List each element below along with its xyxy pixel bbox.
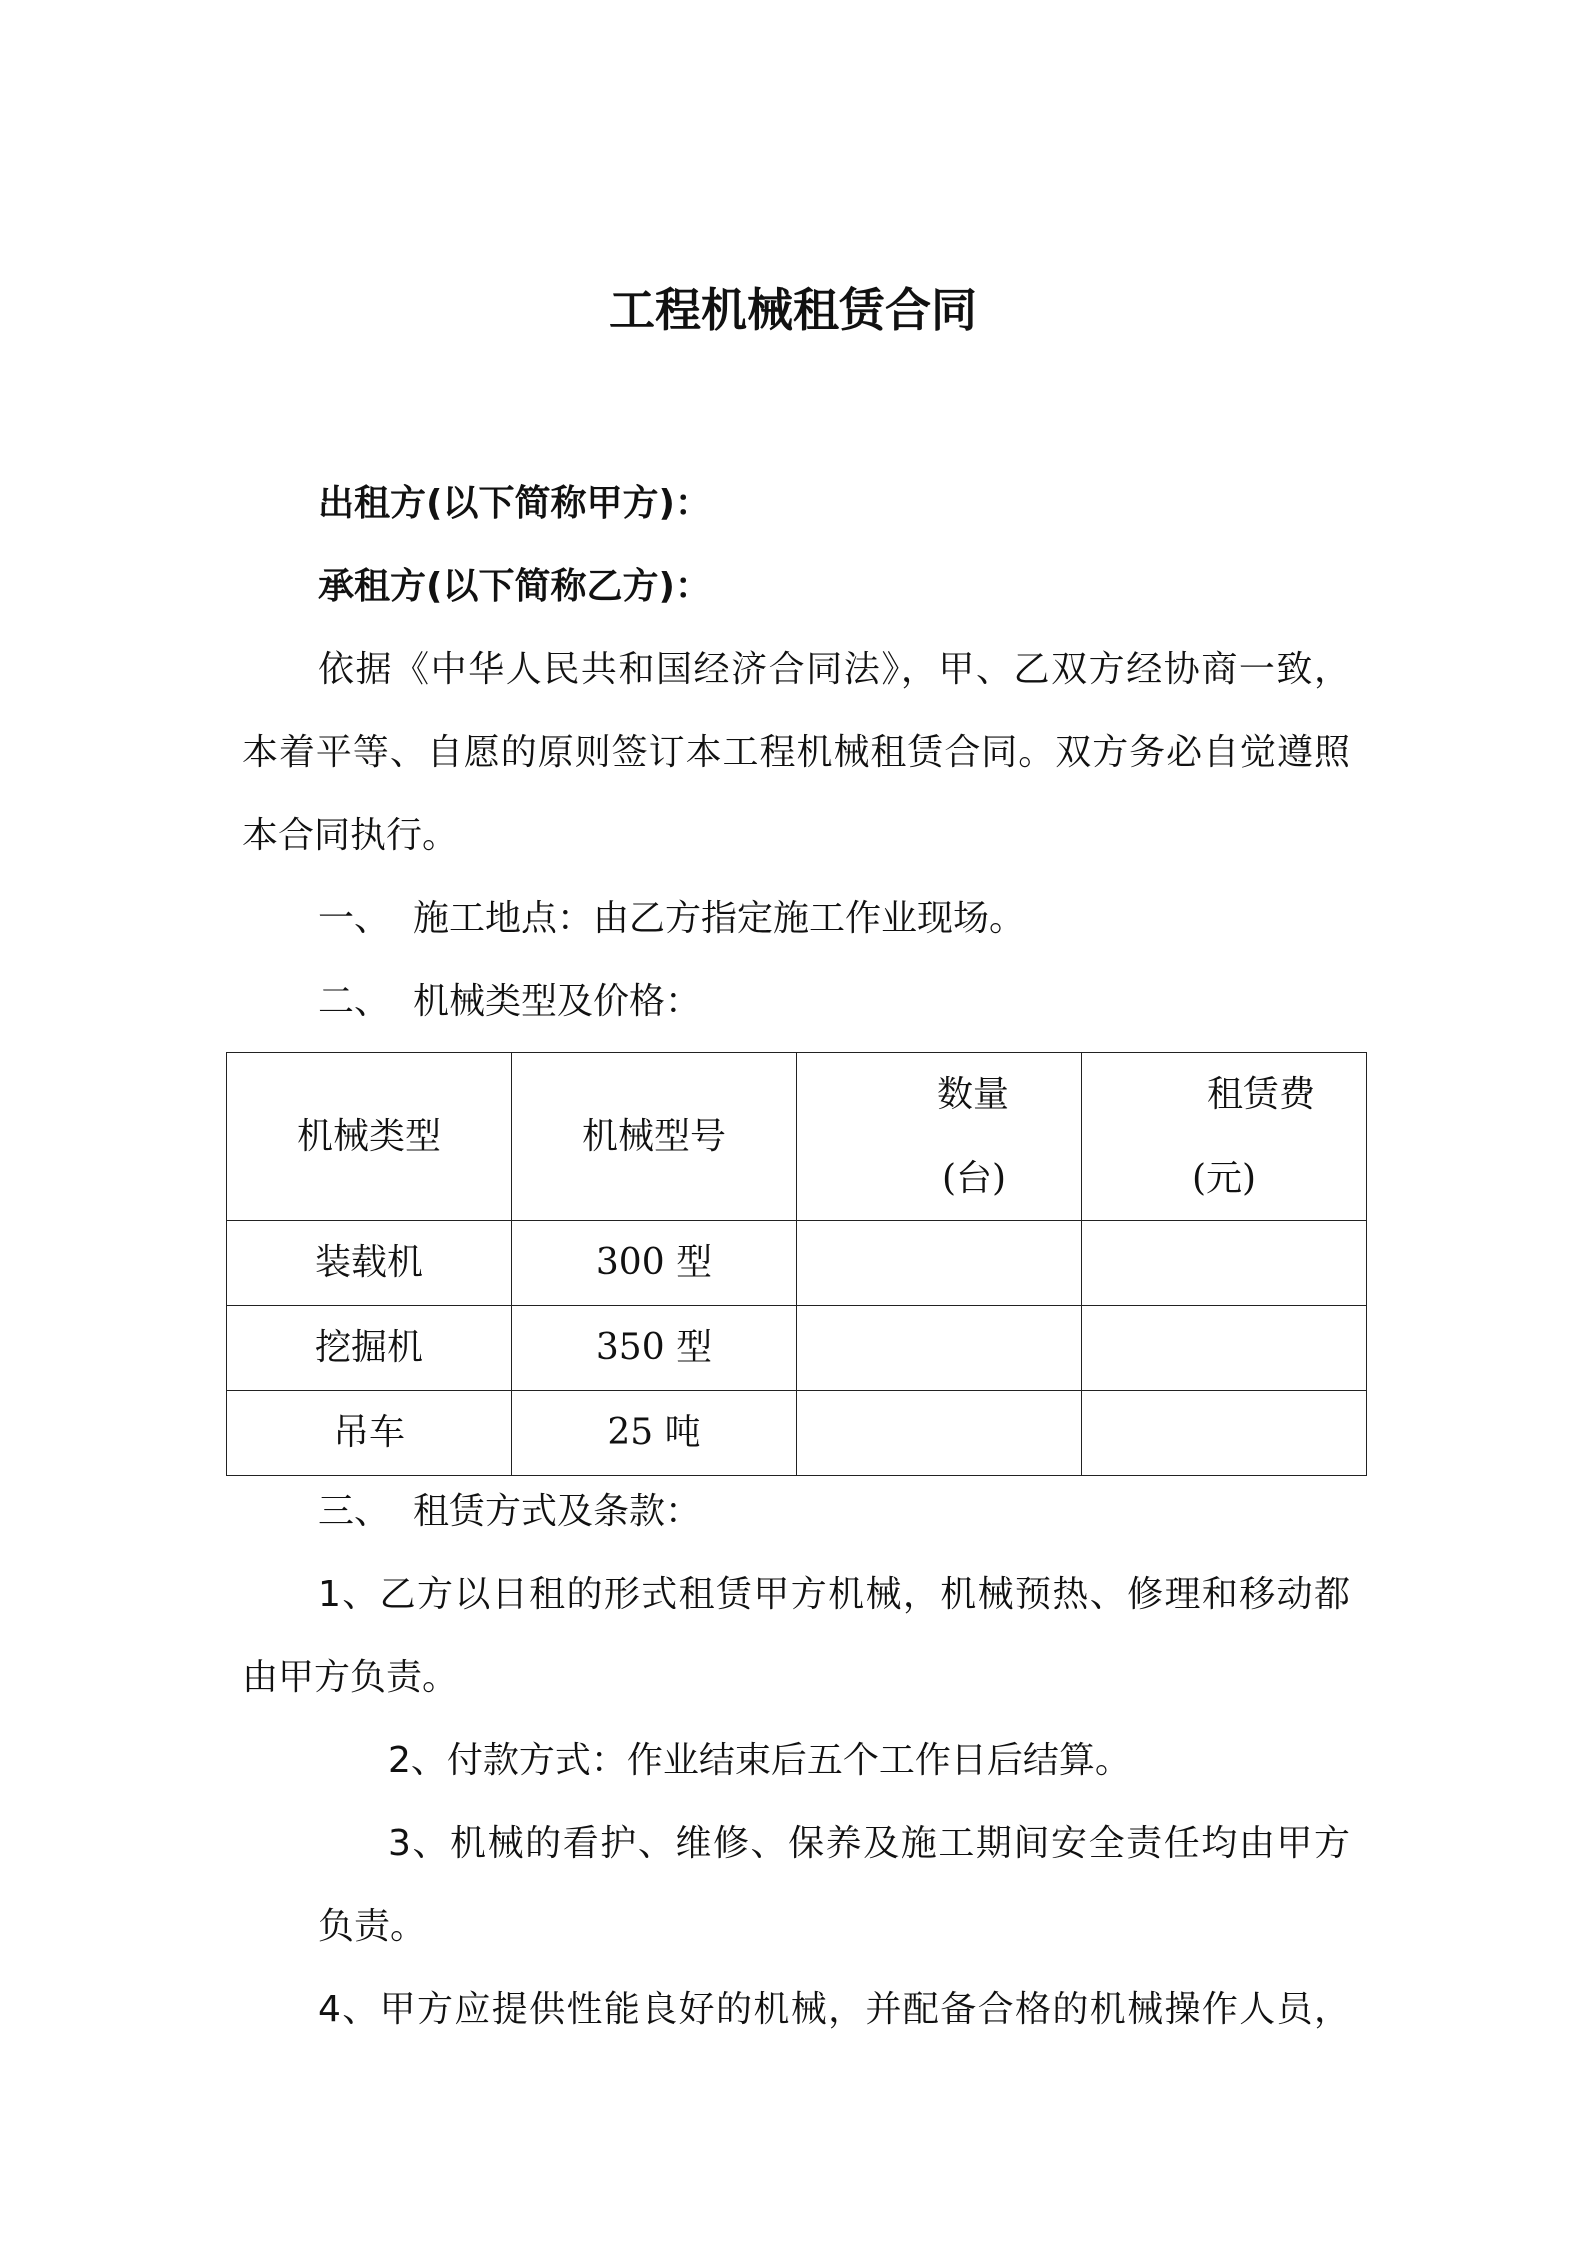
header-rental-fee-unit: (元) [1192,1157,1257,1199]
clause-3-line-2: 负责。 [318,1906,427,1947]
header-machine-type: 机械类型 [227,1053,512,1221]
row-quantity [797,1391,1082,1476]
table-header-row [227,1053,1367,1221]
clause-3-line-1: 3、机械的看护、维修、保养及施工期间安全责任均由甲方 [388,1823,1350,1864]
section-3 [318,1488,701,1536]
intro-line-3: 本合同执行。 [242,815,459,856]
row-rental-fee [1082,1221,1367,1306]
header-quantity-label: 数量 [937,1073,1010,1115]
row-quantity [797,1221,1082,1306]
clause-4-line-1: 4、甲方应提供性能良好的机械，并配备合格的机械操作人员， [318,1989,1350,2030]
header-machine-model: 机械型号 [512,1053,797,1221]
row-machine-type: 装载机 [227,1221,512,1306]
machinery-price-table [226,1052,1367,1476]
header-rental-fee [1082,1053,1367,1221]
row-machine-type: 吊车 [227,1391,512,1476]
table-row [227,1221,1367,1306]
section-3-marker: 三、 [318,1491,391,1532]
row-machine-type: 挖掘机 [227,1306,512,1391]
section-1-marker: 一、 [318,898,391,939]
clause-1-line-2: 由甲方负责。 [242,1657,459,1698]
clause-1-line-1: 1、乙方以日租的形式租赁甲方机械，机械预热、修理和移动都 [318,1574,1350,1615]
lessee-label: 承租方(以下简称乙方)： [318,566,711,607]
row-machine-model: 25 吨 [512,1391,797,1476]
header-quantity [797,1053,1082,1221]
intro-line-1: 依据《中华人民共和国经济合同法》，甲、乙双方经协商一致， [318,649,1350,690]
section-3-text: 租赁方式及条款： [413,1491,702,1532]
section-1-text: 施工地点：由乙方指定施工作业现场。 [413,898,1026,939]
row-quantity [797,1306,1082,1391]
header-quantity-unit: (台) [942,1157,1007,1199]
row-rental-fee [1082,1391,1367,1476]
lessor-label: 出租方(以下简称甲方)： [318,483,711,524]
section-2-marker: 二、 [318,981,391,1022]
row-rental-fee [1082,1306,1367,1391]
intro-line-2: 本着平等、自愿的原则签订本工程机械租赁合同。双方务必自觉遵照 [242,732,1350,773]
row-machine-model: 300 型 [512,1221,797,1306]
document-title: 工程机械租赁合同 [609,283,977,337]
table-row [227,1306,1367,1391]
section-1 [318,895,1025,943]
clause-2: 2、付款方式：作业结束后五个工作日后结算。 [388,1740,1131,1781]
section-2 [318,978,701,1026]
header-rental-fee-label: 租赁费 [1207,1073,1316,1115]
row-machine-model: 350 型 [512,1306,797,1391]
section-2-text: 机械类型及价格： [413,981,702,1022]
table-row [227,1391,1367,1476]
